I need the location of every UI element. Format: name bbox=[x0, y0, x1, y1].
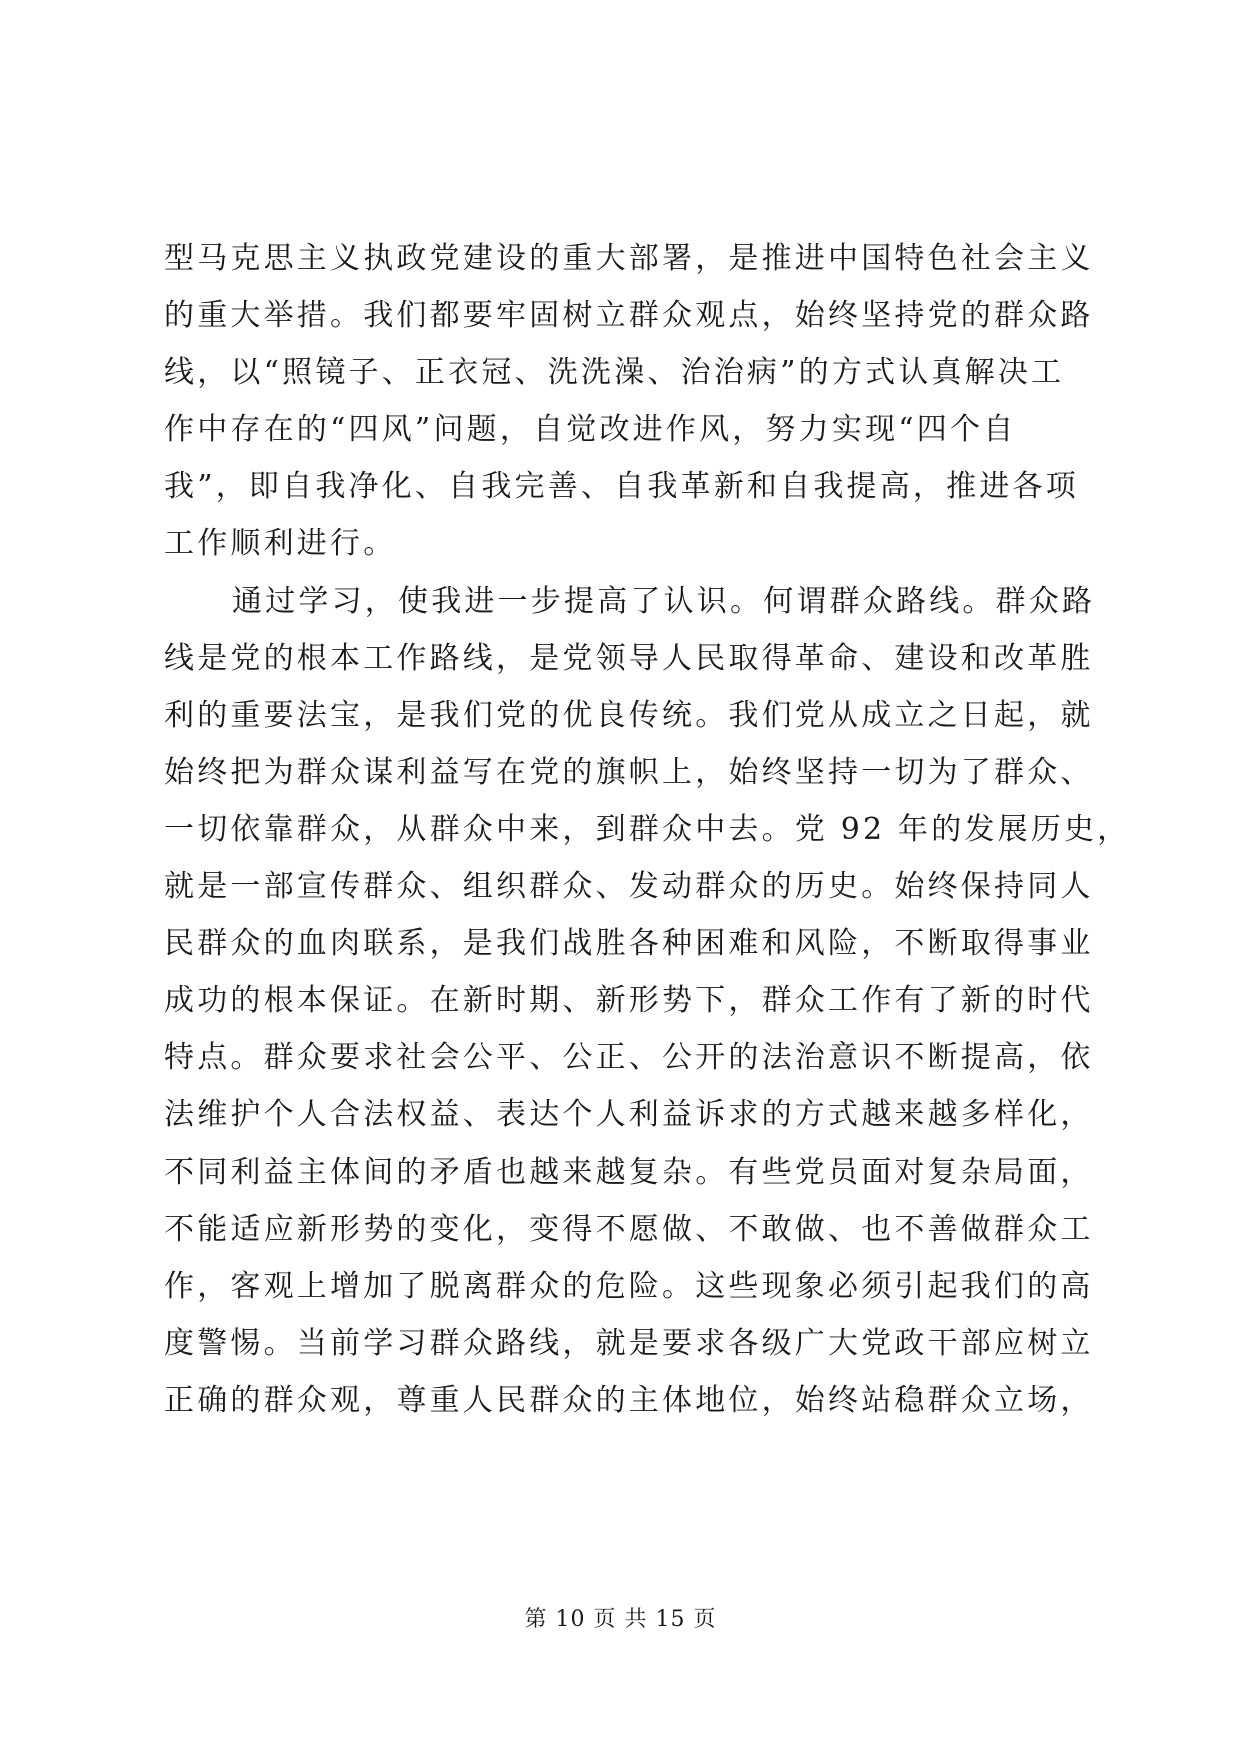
text-line: 民群众的血肉联系，是我们战胜各种困难和风险，不断取得事业 bbox=[164, 926, 1094, 962]
document-body bbox=[164, 230, 1131, 1429]
text-line: 作中存在的“四风”问题，自觉改进作风，努力实现“四个自 bbox=[164, 412, 1017, 448]
text-line: 利的重要法宝，是我们党的优良传统。我们党从成立之日起，就 bbox=[164, 697, 1094, 733]
text-line: 的重大举措。我们都要牢固树立群众观点，始终坚持党的群众路 bbox=[164, 298, 1094, 334]
text-line: 正确的群众观，尊重人民群众的主体地位，始终站稳群众立场， bbox=[164, 1382, 1094, 1418]
text-line: 度警惕。当前学习群众路线，就是要求各级广大党政干部应树立 bbox=[164, 1325, 1094, 1361]
text-line: 成功的根本保证。在新时期、新形势下，群众工作有了新的时代 bbox=[164, 983, 1094, 1019]
page-number-footer: 第 10 页 共 15 页 bbox=[524, 1607, 717, 1632]
text-line: 特点。群众要求社会公平、公正、公开的法治意识不断提高，依 bbox=[164, 1040, 1094, 1076]
text-line: 始终把为群众谋利益写在党的旗帜上，始终坚持一切为了群众、 bbox=[164, 754, 1094, 790]
text-line: 工作顺利进行。 bbox=[164, 526, 397, 562]
text-line: 线，以“照镜子、正衣冠、洗洗澡、治治病”的方式认真解决工 bbox=[164, 355, 1065, 391]
text-line: 我”，即自我净化、自我完善、自我革新和自我提高，推进各项 bbox=[164, 469, 1079, 505]
text-line: 就是一部宣传群众、组织群众、发动群众的历史。始终保持同人 bbox=[164, 869, 1094, 905]
text-line: 通过学习，使我进一步提高了认识。何谓群众路线。群众路 bbox=[232, 583, 1096, 619]
text-line: 法维护个人合法权益、表达个人利益诉求的方式越来越多样化， bbox=[164, 1097, 1094, 1133]
text-line: 作，客观上增加了脱离群众的危险。这些现象必须引起我们的高 bbox=[164, 1268, 1094, 1304]
text-line: 不同利益主体间的矛盾也越来越复杂。有些党员面对复杂局面， bbox=[164, 1154, 1094, 1190]
text-line: 不能适应新形势的变化，变得不愿做、不敢做、也不善做群众工 bbox=[164, 1211, 1094, 1247]
text-line: 一切依靠群众，从群众中来，到群众中去。党 92 年的发展历史， bbox=[164, 811, 1131, 847]
text-line: 线是党的根本工作路线，是党领导人民取得革命、建设和改革胜 bbox=[164, 640, 1094, 676]
text-line: 型马克思主义执政党建设的重大部署，是推进中国特色社会主义 bbox=[164, 241, 1094, 276]
